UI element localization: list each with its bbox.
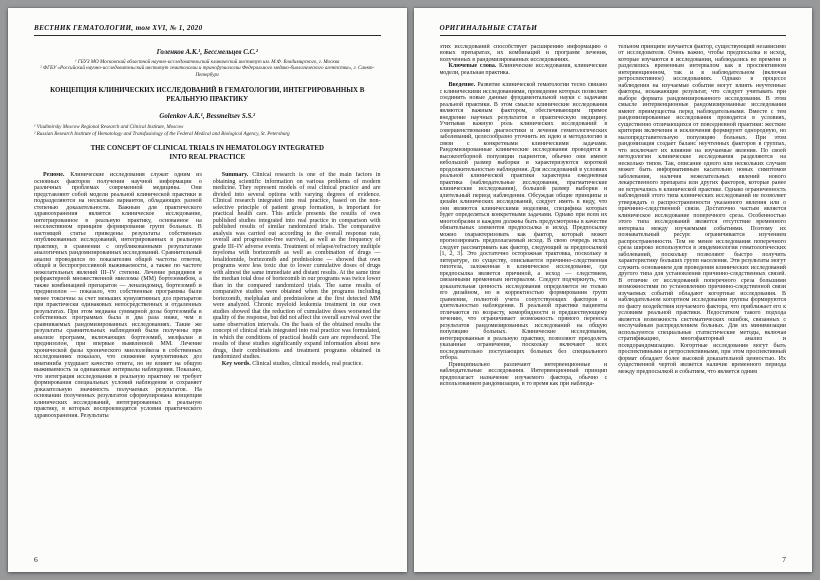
body-column-2-text: тельном принципе изучается фактор, существующий независимо от исследователя. Очень важно, чтобы предпосылка и исход, которые изучаются в исследовании, наблюдались во времени и разделялись временным интервалом как в проспективном интервенционном, так и в наблюдательном (включая ретроспективное) исследованиях. Однако в процессе наблюдения на изучаемые события могут влиять неучтенные факторы, искажающие результат, что следует учитывать при выборе формата рандомизированного исследования. В этом смысле интервенционные рандомизированные исследования имеют преимущества перед наблюдательными. Вместе с тем рандомизированные исследования проводятся в условиях, существенно отличающихся от повседневной практики: жесткие критерии включения и исключения формируют однородную, но малопредставительную популяцию больных. При этом рандомизация создает баланс неучтенных факторов в группах, что исключает их влияние на изучаемые явления. По своей методологии клинические исследования разделяются на несколько типов. Так, описание одного или нескольких случаев может быть информативным касательно новых симптомов заболевания, наличия нежелательных явлений нового лекарственного препарата или других факторов, которые ранее не встречались в клинической практике. Однако ограниченность наблюдений этого типа клинических исследований не позволяет утверждать о распространенности указанного явления или о причинно-следственной связи. Достаточно частым является клиническое исследование поперечного среза. Особенностью этого типа исследований является отсутствие временного интервала между изучаемыми событиями. Поэтому их познавательный ресурс ограничивается изучением распространенности. Тем не менее исследования поперечного среза широко используются в эпидемиологии гематологических заболеваний, поскольку позволяют быстро получить характеристику больших групп населения. Эти результаты могут служить основанием для проведения клинических исследований другого типа для установления причинно-следственных связей. В отличие от исследований поперечного среза большими возможностями по установлению причинно-следственной связи изучаемых событий обладают когортные исследования. В наблюдательном когортном исследовании группы формируются по факту воздействия изучаемого фактора, что приближает его к условиям реальной практики. Недостатком такого подхода является возможность систематических ошибок, связанных с неслучайным распределением больных. Для их минимизации используются специальные статистические методы, включая стратификацию, многофакторный анализ и псевдорандомизацию. Когортные исследования могут быть проспективными и ретроспективными, при этом проспективный формат обладает более высокой доказательной ценностью. Их существенной чертой является наличие временного периода между предпосылкой и событием, что является одним	[618, 43, 786, 375]
affiliation-ru-line-2: ² ФГБУ «Российский научно-исследовательский институт гематологии и трансфузиологии Федерального медико-биологического агентства», г. Санкт-Петербург	[40, 65, 375, 78]
keywords-en-text: Clinical studies, clinical models, real practice.	[252, 360, 363, 367]
abstract-ru-text: Клинические исследования служат одним из основных факторов получения научной информации о различных проблемах современной медицины. Они представляют собой модели реальной клинической практики и подразделяются на несколько вариантов, обладающих разной степенью доказательности. Важным для практического здравоохранения является клиническое исследование, интегрированное в реальную практику, основанное на неселективном принципе формирования групп больных. В настоящей статье приведены результаты собственных опубликованных исследований, интегрированных в реальную практику, в сравнении с опубликованными результатами аналогичных рандомизированных исследований. Сравнительный анализ проводился по показателям общей частоты ответов, общей и беспрогрессивной выживаемости, а также по частоте нежелательных явлений III–IV степени. Лечение рецидивов и рефрактерной множественной миеломы (ММ) бортезомибом, а также комбинацией препаратов — леналидомид, бортезомиб и преднизолон — показало, что собственные программы были менее токсичны за счет меньших кумулятивных доз препаратов при практически одинаковых непосредственных и отдаленных результатах. При этом медиана суммарной дозы бортезомиба в собственных программах была в два раза ниже, чем в сравниваемых рандомизированных исследованиях. Такие же результаты сравнительных наблюдений были получены при анализе программ, включающих бортезомиб, мелфалан и преднизолон, при впервые выявленной ММ. Лечение хронической фазы хронического миелолейкоза в собственных исследованиях показало, что снижение кумулятивных доз иматиниба ухудшает качество ответа, но не влияет на общую выживаемость за одинаковые интервалы наблюдения. Показано, что интеграция исследования в реальную практику не требует формирования специальных условий наблюдения и сохраняет доказательную значимость получаемых результатов. На основании полученных результатов сформулирована концепция клинических исследований, интегрированных в реальную практику, в которых воспроизводятся условия практического здравоохранения. Результаты	[34, 172, 202, 419]
page-right	[414, 8, 813, 572]
page-left	[8, 8, 407, 572]
header-rule-left	[34, 35, 381, 36]
abstract-columns	[34, 172, 381, 419]
affiliation-en-line-1: ¹ Vladimirsky Moscow Regional Research and Clinical Institute, Moscow	[34, 124, 184, 131]
keywords-ru-paragraph	[440, 63, 608, 76]
introduction-paragraph	[440, 82, 608, 362]
page-left-header	[34, 24, 381, 36]
page-number-left: 6	[34, 555, 38, 564]
page-right-header	[440, 24, 787, 36]
keywords-en-paragraph	[213, 361, 381, 368]
article-title-ru: КОНЦЕПЦИЯ КЛИНИЧЕСКИХ ИССЛЕДОВАНИЙ В ГЕМАТОЛОГИИ, ИНТЕГРИРОВАННЫХ В РЕАЛЬНУЮ ПРАКТИКУ	[50, 87, 365, 103]
authors-ru: Голенков А.К.¹, Бессмельцев С.С.²	[156, 48, 258, 56]
running-head-right: ОРИГИНАЛЬНЫЕ СТАТЬИ	[439, 24, 538, 32]
running-head-left: ВЕСТНИК ГЕМАТОЛОГИИ, том XVI, № 1, 2020	[34, 24, 203, 32]
header-rule-right	[440, 35, 787, 36]
abstract-en-paragraph	[213, 172, 381, 361]
abstract-ru-column	[34, 172, 202, 419]
authors-en: Golenkov A.K.¹, Bessmeltsev S.S.²	[159, 113, 256, 121]
abstract-en-text: Clinical research is one of the main factors in obtaining scientific information on various problems of modern medicine. They represent models of real clinical practice and are divided into several options with varying degrees of evidence. Clinical research integrated into real practice, based on the non-selective principle of patient group formation, is important for practical health care. This article presents the results of own published studies integrated into real practice in comparison with published results of similar randomized trials. The comparative analysis was carried out according to the overall response rate, overall and progression-free survival, as well as the frequency of grade III–IV adverse events. Treatment of relapse/refractory multiple myeloma with bortezomib as well as combination of drugs — lenalidomide, bortezomib and prednisolone — showed that own programs were less toxic due to lower cumulative doses of drugs with almost the same immediate and distant results. At the same time the median total dose of bortezomib in our programs was twice lower than in the compared randomized trials. The same results of comparative studies were obtained when the programs including bortezomib, melphalan and prednisolone at the first detected MM were analyzed. Chronic myeloid leukemia treatment in our own studies showed that the reduction of cumulative doses worsened the quality of the response, but did not affect the overall survival over the same observation intervals. On the basis of the obtained results the concept of clinical trials integrated into real practice was formulated, in which the conditions of practical health care are reproduced. The results of these studies significantly expand information about new drugs, their combinations and treatment programs obtained in randomized studies.	[212, 172, 381, 361]
affiliations-en	[34, 124, 381, 137]
body-paragraph	[440, 362, 608, 388]
affiliation-ru-line-1: ¹ ГБУЗ МО Московский областной научно-исследовательский клинический институт им. М.Ф. Владимирского, г. Москва	[75, 59, 340, 65]
keywords-ru-label: Ключевые слова.	[448, 63, 497, 69]
abstract-ru-paragraph	[34, 172, 202, 419]
affiliations-ru	[34, 59, 381, 78]
introduction-label: Введение.	[448, 82, 476, 88]
affiliation-en-line-2: ² Russian Research Institute of Hematology and Transfusiology of the Federal Medical and Biological Agency, St. Petersburg	[34, 130, 290, 137]
page-number-right: 7	[782, 555, 786, 564]
article-title-en: THE CONCEPT OF CLINICAL TRIALS IN HEMATOLOGY INTEGRATED INTO REAL PRACTICE	[90, 145, 324, 161]
introduction-text: Развитие клинической гематологии тесно связано с клиническими исследованиями, проведение которых позволяет соединить новые данные фундаментальной науки с задачами реальной практики. В этом смысле клинические исследования являются важным фактором, обеспечивающим прямое внедрение научных результатов в практическую медицину. Учитывая важную роль клинических исследований в совершенствовании диагностики и лечения гематологических заболеваний, целесообразно уточнить их идею и методологию в связи с конкретными клиническими задачами. Рандомизированные клинические исследования проводятся в высокоотборной популяции пациентов, обычно они имеют небольшой размер выборки и характеризуются короткой продолжительностью наблюдения. Для исследований в условиях реальной клинической практики характерна ежедневная практика (наблюдательные исследования, прагматические клинические исследования), большой размер выборки и длительный период наблюдения. Обсуждая общие принципы и дизайн клинических исследований, следует иметь в виду, что они являются клиническими моделями, специфика которых будет определяться конкретными задачами. Однако при всем их многообразии в каждом должны быть предусмотрены в качестве обязательных элементов предпосылка и исход. Предпосылку можно охарактеризовать как фактор, который может прогнозировать предполагаемый исход. В свою очередь исход следует рассматривать как фактор, следующий за предпосылкой [1, 2, 3]. Это достаточно осторожная трактовка, поскольку в литературе, по существу, описывается причинно-следственная гипотеза, заложенная в клиническое исследование, где предпосылка является причиной, а исход — следствием, связанными временным интервалом. Следует подчеркнуть, что доказательная ценность исследования определяется не только его дизайном, но и корректностью формирования групп сравнения, полнотой учета сопутствующих факторов и длительностью наблюдения. В реальной практике пациенты отличаются по возрасту, коморбидности и предшествующему лечению, что ограничивает возможность прямого переноса результатов рандомизированных исследований на общую популяцию больных. Клинические исследования, интегрированные в реальную практику, позволяют преодолеть указанные ограничения, поскольку включают всех последовательно поступающих больных без специального отбора.	[439, 82, 608, 361]
abstract-en-column	[213, 172, 381, 419]
keywords-en-label: Key words.	[221, 360, 251, 367]
continuation-text: этих исследований способствует расширению информацию о новых препаратах, их комбинаций и программ лечения, полученных в рандомизированных исследованиях.	[439, 43, 608, 63]
body-column-2	[618, 44, 786, 536]
abstract-ru-label: Резюме.	[43, 172, 65, 179]
abstract-en-label: Summary.	[221, 172, 249, 179]
body-paragraph-text: Принципиально различают интервенционные и наблюдательные исследования. Интервенционный принцип предполагает назначение изучаемого фактора, обычно с использованием рандомизации, в то время как при наблюда-	[439, 361, 608, 387]
continuation-paragraph	[440, 44, 608, 64]
keywords-ru-text: Клинические исследования, клинические модели, реальная практика.	[439, 63, 608, 76]
body-columns	[440, 44, 787, 536]
body-column-2-paragraph	[618, 44, 786, 376]
body-column-1	[440, 44, 608, 536]
